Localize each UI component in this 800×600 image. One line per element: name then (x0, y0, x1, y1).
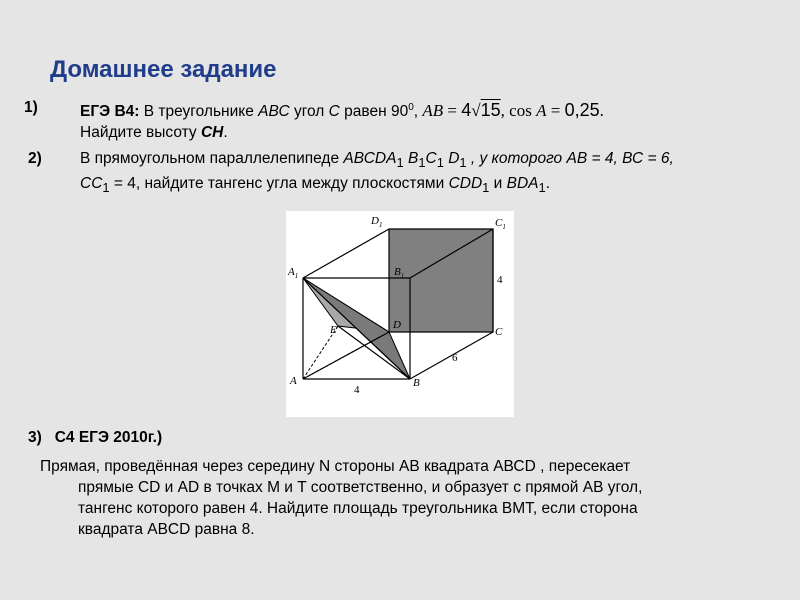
task3-number: 3) (28, 429, 42, 446)
task2-sub: 1 (418, 155, 426, 171)
task2-box-1: АВСDА (343, 150, 397, 167)
dim-cc1: 4 (497, 274, 503, 286)
task2-sub: 1 (396, 155, 404, 171)
page-title: Домашнее задание (50, 56, 277, 83)
formula-4: 4 (461, 100, 472, 121)
task2-sub: 1 (436, 155, 444, 171)
task3-line1: Прямая, проведённая через середину N стороны АВ квадрата АВСD , пересекает (40, 458, 631, 475)
task3-header: С4 ЕГЭ 2010г.) (54, 429, 163, 446)
formula-end: . (599, 101, 604, 121)
parallelepiped-figure (286, 211, 514, 417)
label-d: D (393, 319, 401, 331)
task2-end: . (545, 175, 550, 192)
task2-box-2: В (403, 150, 419, 167)
task2-cc1: СС (80, 175, 103, 192)
task2-number: 2) (28, 150, 42, 167)
task1-text-equals: равен 90 (339, 103, 409, 121)
task2-sub: 1 (459, 155, 467, 171)
task1-line2-end: . (223, 124, 228, 141)
label-c: C (495, 326, 503, 338)
label-a1: $A_1$ (288, 266, 299, 280)
shaded-face-cdd1 (389, 229, 493, 332)
task1-text: В треугольнике (139, 103, 259, 121)
task2-text: В прямоугольном параллелепипеде (80, 150, 344, 167)
task1-line2-text: Найдите высоту (80, 124, 201, 141)
task2-text-end: , у которого АВ = 4, ВС = 6, (466, 150, 674, 167)
formula-eq: = (443, 101, 462, 121)
label-d1: $D_1$ (371, 215, 383, 229)
task1-degree: 0 (408, 102, 414, 113)
task1-formula (422, 101, 603, 120)
dim-ab: 4 (354, 384, 360, 396)
task3-text (40, 456, 760, 540)
dim-bc: 6 (452, 352, 458, 364)
task1-number: 1) (24, 99, 38, 116)
task2-line1 (80, 149, 674, 173)
formula-cos: , cos (500, 101, 537, 121)
task2-box-3: С (425, 150, 437, 167)
task2-line2 (80, 174, 550, 198)
formula-sqrt: √ (471, 101, 481, 121)
task1-text-mid: угол (289, 103, 329, 121)
task2-text2: = 4, найдите тангенс угла между плоскостями (109, 175, 449, 192)
task2-sub: 1 (482, 180, 490, 196)
task1-triangle: АВС (258, 103, 290, 121)
task1-angle-vertex: С (328, 103, 340, 121)
task2-sub: 1 (102, 180, 110, 196)
task1-line1 (80, 98, 604, 122)
task2-and: и (489, 175, 507, 192)
formula-eq2: = (546, 101, 565, 121)
label-a: A (290, 375, 297, 387)
task2-plane2: ВDА (506, 175, 539, 192)
formula-15: 15 (480, 100, 501, 121)
task3-line3: тангенс которого равен 4. Найдите площадь треугольника BMT, если сторона (78, 500, 638, 517)
task3-heading (28, 428, 162, 448)
label-b1: $B_1$ (394, 266, 405, 280)
task2-plane1: СDD (448, 175, 483, 192)
task3-line4: квадрата ABCD равна 8. (78, 521, 255, 538)
formula-val: 0,25 (564, 100, 600, 121)
formula-a: A (536, 101, 547, 121)
task1-ch: СН (200, 124, 224, 141)
task1-label: ЕГЭ В4: (80, 103, 140, 121)
label-e: E (330, 324, 337, 336)
task2-box-4: D (443, 150, 460, 167)
parallelepiped-svg (286, 211, 514, 417)
task1-comma: , (413, 103, 419, 121)
task2-sub: 1 (538, 180, 546, 196)
task3-line2: прямые CD и AD в точках M и T соответственно, и образует с прямой AB угол, (78, 479, 643, 496)
task1-line2 (80, 123, 228, 143)
label-b: B (413, 377, 420, 389)
label-c1: $C_1$ (495, 217, 506, 231)
formula-ab: AB (422, 101, 444, 121)
